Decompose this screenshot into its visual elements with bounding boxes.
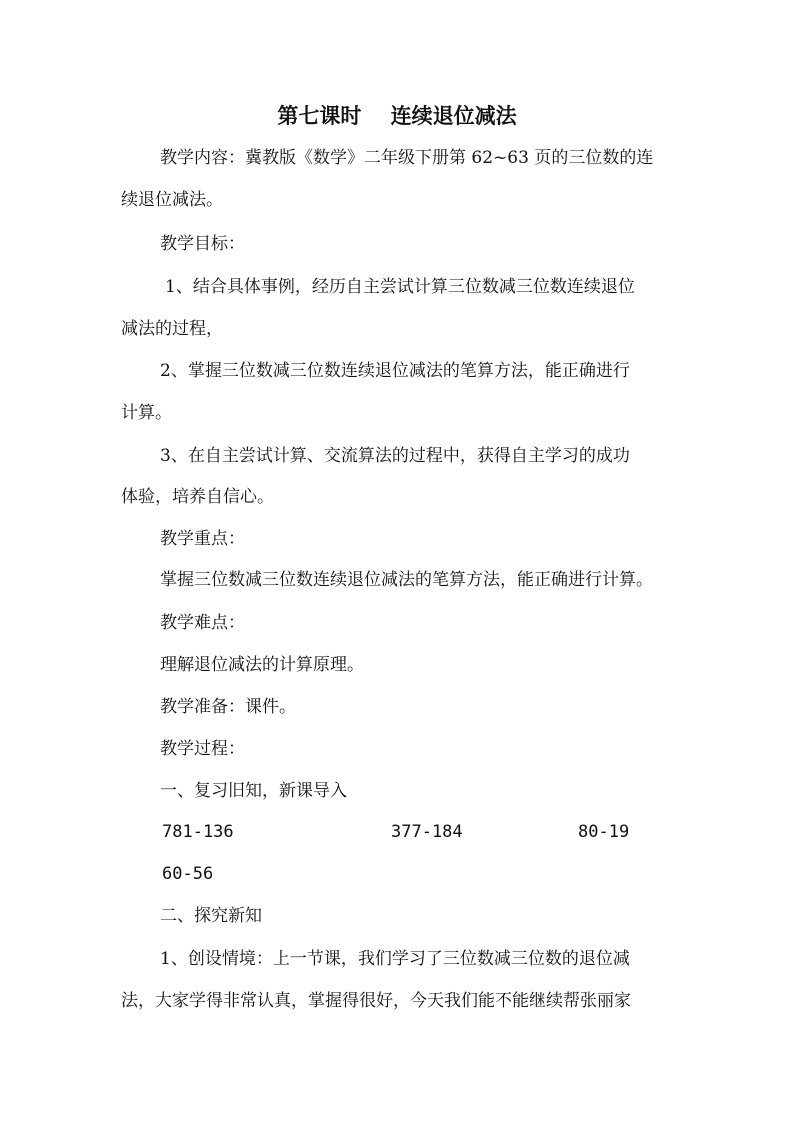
lesson-title: 第七课时 连续退位减法	[277, 103, 517, 128]
review-expression: 60-56	[162, 864, 214, 884]
review-expression: 781-136	[162, 822, 234, 842]
review-expression: 80-19	[578, 822, 630, 842]
section-heading: 一、复习旧知，新课导入	[160, 781, 347, 801]
key-point-text: 掌握三位数减三位数连续退位减法的笔算方法，能正确进行计算。	[160, 570, 653, 590]
goal-item-continued: 计算。	[121, 403, 172, 423]
difficulty-text: 理解退位减法的计算原理。	[160, 655, 364, 675]
goal-item: 3、在自主尝试计算、交流算法的过程中，获得自主学习的成功	[160, 446, 630, 466]
goal-item-continued: 体验，培养自信心。	[121, 487, 274, 507]
review-expression: 377-184	[391, 822, 463, 842]
content-line: 法，大家学得非常认真，掌握得很好，今天我们能不能继续帮张丽家	[121, 991, 631, 1011]
preparation-text: 教学准备：课件。	[160, 697, 296, 717]
goal-item-continued: 减法的过程，	[121, 319, 223, 339]
difficulty-heading: 教学难点：	[160, 613, 245, 633]
goal-item: 1、结合具体事例，经历自主尝试计算三位数减三位数连续退位	[165, 277, 635, 297]
goal-item: 2、掌握三位数减三位数连续退位减法的笔算方法，能正确进行	[160, 361, 630, 381]
process-heading: 教学过程：	[160, 739, 245, 759]
goals-heading: 教学目标：	[160, 234, 245, 254]
section-heading: 二、探究新知	[160, 906, 262, 926]
content-line: 续退位减法。	[121, 190, 223, 210]
key-point-heading: 教学重点：	[160, 529, 245, 549]
content-line: 1、创设情境：上一节课，我们学习了三位数减三位数的退位减	[160, 949, 630, 969]
content-line: 教学内容：冀教版《数学》二年级下册第 62~63 页的三位数的连	[160, 148, 654, 168]
